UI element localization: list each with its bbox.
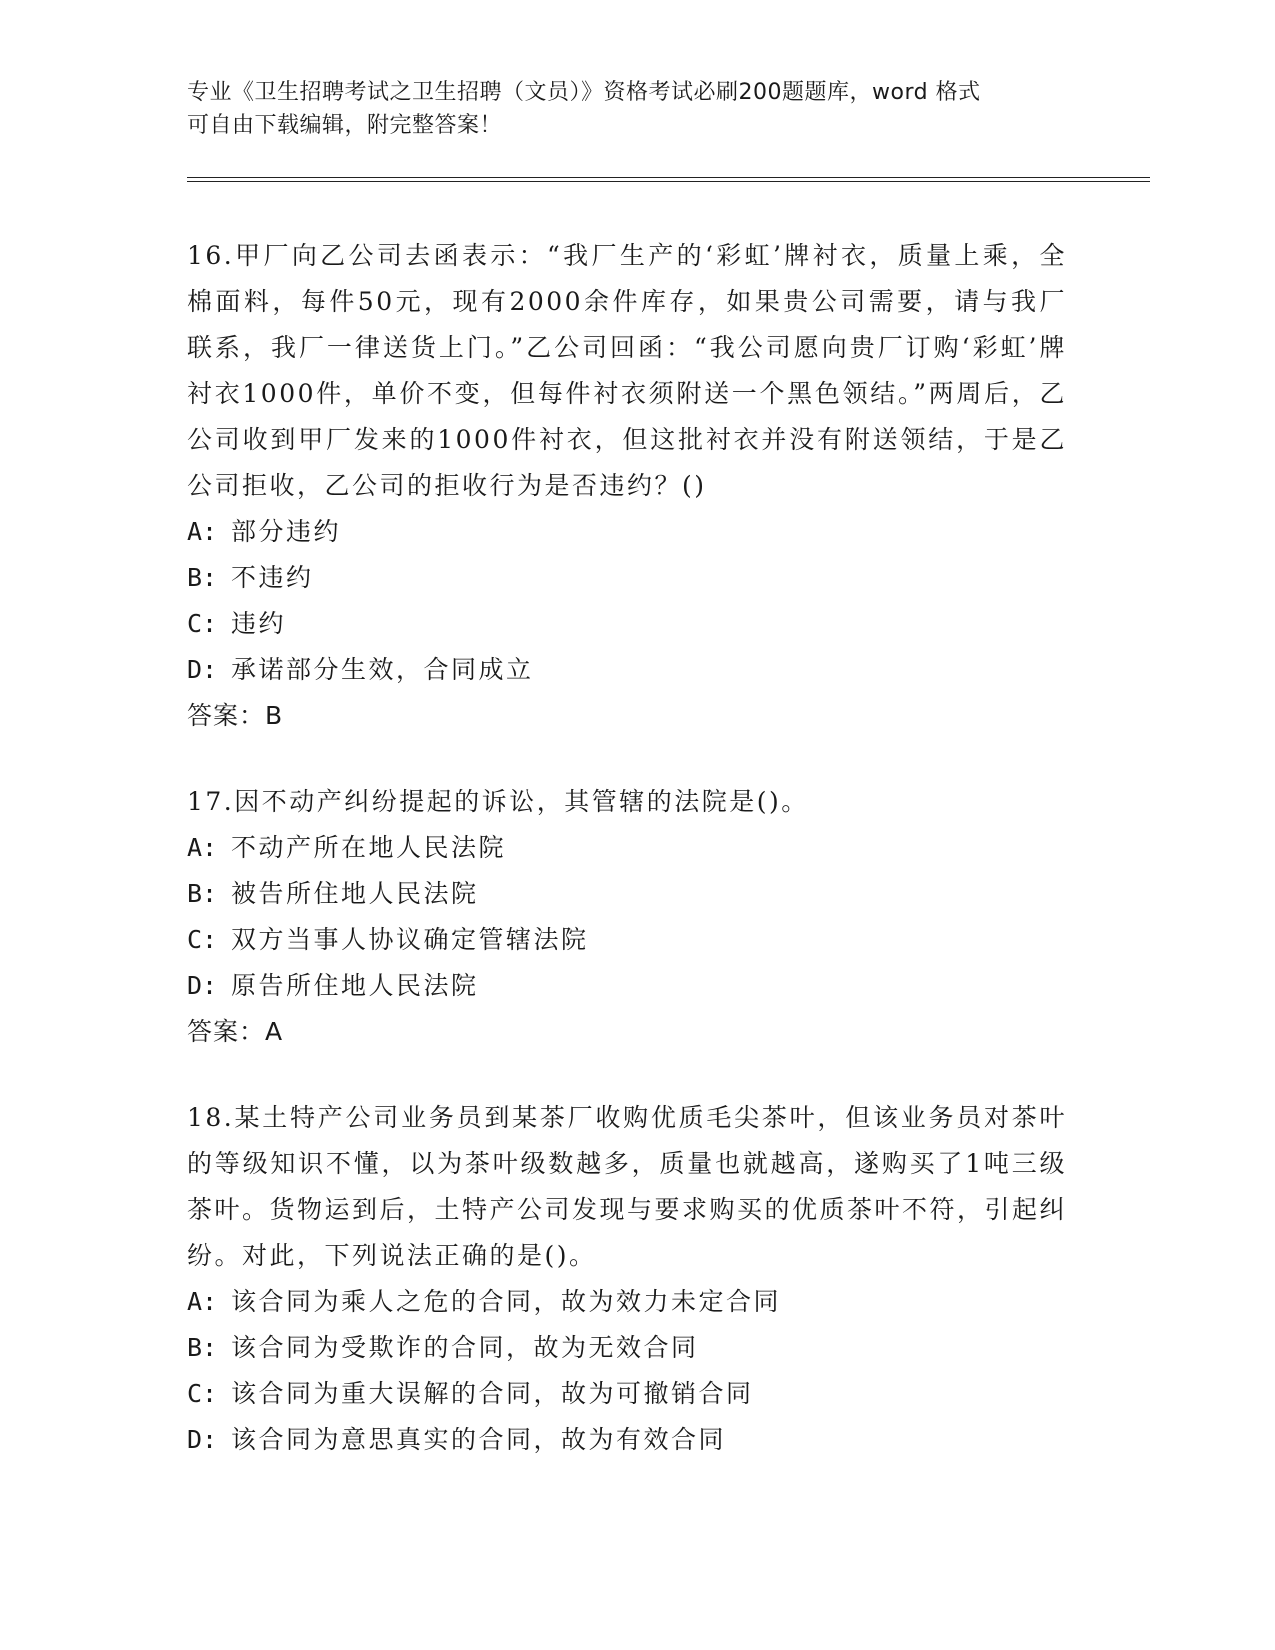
option-letter: A:: [187, 833, 218, 862]
option-text: 该合同为意思真实的合同，故为有效合同: [231, 1425, 727, 1454]
option-b: [187, 871, 1067, 917]
question-gap: [187, 1055, 1067, 1095]
option-text: 被告所住地人民法院: [231, 879, 479, 908]
document-header: [187, 76, 1067, 142]
option-c: [187, 601, 1067, 647]
question-list: [187, 233, 1067, 1463]
question-17: [187, 779, 1067, 1055]
option-a: [187, 509, 1067, 555]
option-b: [187, 555, 1067, 601]
option-text: 原告所住地人民法院: [231, 971, 479, 1000]
option-letter: D:: [187, 655, 218, 684]
option-text: 该合同为受欺诈的合同，故为无效合同: [231, 1333, 699, 1362]
option-c: [187, 917, 1067, 963]
option-a: [187, 825, 1067, 871]
question-gap: [187, 739, 1067, 779]
option-b: [187, 1325, 1067, 1371]
option-text: 该合同为重大误解的合同，故为可撤销合同: [231, 1379, 754, 1408]
option-d: [187, 647, 1067, 693]
option-letter: C:: [187, 925, 218, 954]
option-letter: D:: [187, 971, 218, 1000]
option-letter: A:: [187, 517, 218, 546]
header-title-line-1: 专业《卫生招聘考试之卫生招聘（文员）》资格考试必刷200题题库，word 格式: [187, 80, 981, 105]
question-18: [187, 1095, 1067, 1463]
header-divider-bottom: [187, 181, 1150, 182]
option-d: [187, 1417, 1067, 1463]
option-text: 该合同为乘人之危的合同，故为效力未定合同: [231, 1287, 782, 1316]
header-title-line-2: 可自由下载编辑，附完整答案！: [187, 113, 503, 138]
option-text: 承诺部分生效，合同成立: [231, 655, 534, 684]
option-text: 双方当事人协议确定管辖法院: [231, 925, 589, 954]
option-d: [187, 963, 1067, 1009]
question-stem: 18.某土特产公司业务员到某茶厂收购优质毛尖茶叶，但该业务员对茶叶的等级知识不懂，以为茶叶级数越多，质量也就越高，遂购买了1吨三级茶叶。货物运到后，土特产公司发现与要求购买的优质茶叶不符，引起纠纷。对此，下列说法正确的是()。: [187, 1103, 1068, 1270]
option-text: 不违约: [231, 563, 314, 592]
option-c: [187, 1371, 1067, 1417]
header-divider-top: [187, 177, 1150, 178]
answer-label: 答案：A: [187, 1017, 284, 1046]
option-letter: B:: [187, 879, 218, 908]
option-a: [187, 1279, 1067, 1325]
option-letter: B:: [187, 1333, 218, 1362]
option-letter: D:: [187, 1425, 218, 1454]
answer-label: 答案：B: [187, 701, 284, 730]
option-text: 违约: [231, 609, 287, 638]
option-letter: A:: [187, 1287, 218, 1316]
option-letter: C:: [187, 1379, 218, 1408]
option-text: 部分违约: [231, 517, 342, 546]
option-letter: C:: [187, 609, 218, 638]
question-stem: 16.甲厂向乙公司去函表示：“我厂生产的‘彩虹’牌衬衣，质量上乘，全棉面料，每件50元，现有2000余件库存，如果贵公司需要，请与我厂联系，我厂一律送货上门。”乙公司回函：“我公司愿向贵厂订购‘彩虹’牌衬衣1000件，单价不变，但每件衬衣须附送一个黑色领结。”两周后，乙公司收到甲厂发来的1000件衬衣，但这批衬衣并没有附送领结，于是乙公司拒收，乙公司的拒收行为是否违约？(): [187, 241, 1067, 500]
question-stem: 17.因不动产纠纷提起的诉讼，其管辖的法院是()。: [187, 787, 809, 816]
question-16: [187, 233, 1067, 739]
option-text: 不动产所在地人民法院: [231, 833, 507, 862]
option-letter: B:: [187, 563, 218, 592]
